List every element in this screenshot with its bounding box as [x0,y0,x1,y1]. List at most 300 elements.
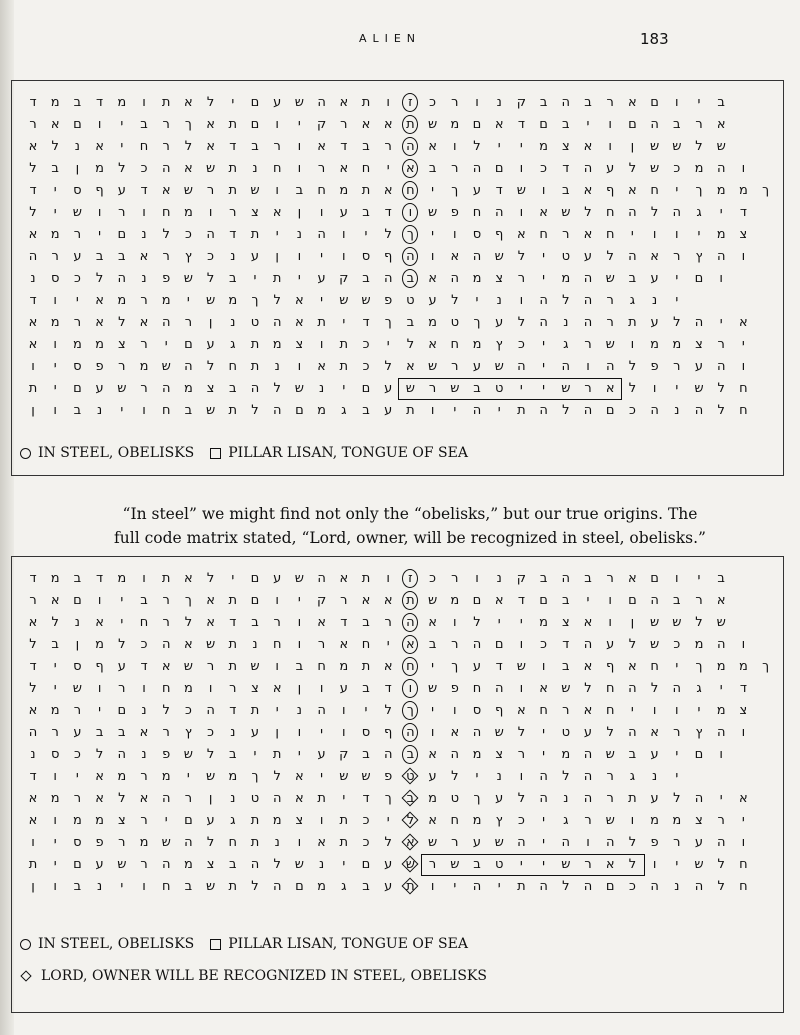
matrix-letter: ך [762,659,770,674]
matrix-letter: כ [184,227,192,242]
matrix-letter: ו [31,359,35,374]
matrix-letter: ל [473,139,481,154]
matrix-letter [710,291,732,311]
matrix-letter: מ [50,315,60,330]
matrix-letter: ב [140,593,148,608]
matrix-letter: ע [339,205,348,220]
matrix-letter: ף [606,183,615,198]
matrix-letter: ש [72,681,82,696]
matrix-letter: א [95,615,104,630]
matrix-letter: ר [451,161,459,176]
matrix-letter: ר [118,681,126,696]
matrix-letter [688,291,710,311]
matrix-letter: מ [183,381,193,396]
matrix-letter: י [120,117,124,132]
matrix-letter: ג [230,813,236,828]
matrix-letter: ל [584,681,592,696]
matrix-letter: ב [73,403,82,418]
matrix-letter: ה [161,315,171,330]
matrix-letter: ן [297,681,302,696]
matrix-letter: י [675,271,679,286]
matrix-letter: ב [562,593,570,608]
matrix-letter: ת [339,359,349,374]
matrix-letter: מ [472,337,482,352]
matrix-letter: ה [161,637,171,652]
matrix-letter: ח [605,227,615,242]
matrix-letter: ד [384,205,392,220]
matrix-letter: ע [206,813,215,828]
matrix-letter: י [542,857,546,872]
matrix-letter [755,225,777,245]
matrix-letter: ת [361,95,371,110]
matrix-letter: ר [273,139,281,154]
matrix-letter: ו [608,593,612,608]
matrix-letter: ו [275,659,279,674]
matrix-letter: נ [496,571,502,586]
matrix-letter: י [542,813,546,828]
matrix-letter: ם [361,381,371,396]
matrix-letter: מ [117,293,127,308]
matrix-letter: כ [673,161,681,176]
matrix-letter: ו [342,725,346,740]
matrix-letter: צ [561,615,570,630]
matrix-letter: ל [717,879,725,894]
matrix-letter: ה [472,249,482,264]
matrix-letter: ר [162,725,170,740]
matrix-letter: י [320,769,324,784]
matrix-letter: ב [406,315,415,330]
matrix-letter: י [253,271,257,286]
matrix-letter: ה [28,725,38,740]
matrix-letter: ה [583,637,593,652]
matrix-letter: ו [142,571,146,586]
page-number: 183 [640,30,669,48]
matrix-letter: ם [605,403,615,418]
matrix-letter: ע [583,249,593,264]
matrix-letter: ע [117,659,126,674]
matrix-letter: ת [399,877,421,897]
matrix-letter: ח [605,205,615,220]
matrix-letter: ש [117,381,127,396]
matrix-letter: י [675,769,679,784]
matrix-letter: ו [297,725,302,740]
matrix-letter: ו [342,703,346,718]
matrix-letter: ף [495,227,504,242]
matrix-letter: ן [31,403,35,418]
matrix-letter: ת [250,337,260,352]
matrix-letter: ל [562,293,570,308]
matrix-letter: ן [208,315,213,330]
matrix-letter: א [428,813,437,828]
matrix-letter [755,789,777,809]
matrix-letter: ן [275,249,279,264]
matrix-letter: מ [95,813,105,828]
matrix-letter: ה [650,593,659,608]
matrix-letter: ה [206,703,215,718]
matrix-letter: א [450,249,460,264]
matrix-letter: ע [95,857,104,872]
matrix-letter: ו [319,813,324,828]
matrix-letter: כ [207,725,215,740]
code-matrix-panel-1 [11,80,784,476]
matrix-letter: מ [228,769,238,784]
matrix-letter: ש [161,835,171,850]
matrix-letter: ה [472,637,482,652]
matrix-letter: ש [605,337,615,352]
matrix-letter: א [184,95,193,110]
matrix-letter: ע [606,637,615,652]
matrix-letter: ד [96,95,104,110]
matrix-letter: כ [362,835,370,850]
matrix-letter: י [542,337,546,352]
matrix-letter: נ [496,293,502,308]
matrix-letter: ו [208,205,213,220]
matrix-letter: ה [472,879,482,894]
matrix-letter: ה [716,725,726,740]
matrix-letter: י [542,725,546,740]
matrix-letter: ז [399,93,421,113]
matrix-letter: י [386,813,390,828]
matrix-letter: מ [317,879,327,894]
matrix-letter: ל [606,725,614,740]
matrix-letter: ש [183,659,193,674]
matrix-letter: ש [516,659,526,674]
matrix-letter: מ [50,571,60,586]
matrix-letter: ר [140,813,148,828]
matrix-letter [755,613,777,633]
matrix-letter: י [697,227,701,242]
matrix-letter: ך [473,791,481,806]
matrix-letter [732,291,754,311]
matrix-letter: י [675,747,679,762]
matrix-letter: ת [161,571,171,586]
matrix-letter: ש [294,571,304,586]
matrix-letter: ח [361,161,371,176]
matrix-letter: ו [297,161,302,176]
matrix-letter: ד [562,161,570,176]
matrix-letter: מ [50,791,60,806]
matrix-letter: ל [650,681,659,696]
matrix-letter: ו [519,769,524,784]
matrix-letter: ו [297,835,302,850]
matrix-letter: ו [741,725,746,740]
matrix-letter: ע [650,791,659,806]
matrix-letter: ה [672,681,682,696]
matrix-letter: ל [562,403,570,418]
matrix-letter: ב [717,95,725,110]
matrix-letter: ת [406,403,415,418]
matrix-letter: ב [118,249,126,264]
matrix-letter: ר [673,725,681,740]
matrix-letter: ר [184,791,193,806]
matrix-letter: ע [273,95,282,110]
matrix-letter: ו [319,337,324,352]
matrix-letter: ו [430,249,435,264]
matrix-letter: ש [649,637,660,652]
matrix-letter: ן [630,139,635,154]
matrix-letter: ה [694,403,704,418]
matrix-letter: ה [561,95,571,110]
matrix-letter: ל [95,747,104,762]
matrix-letter: ד [495,659,503,674]
matrix-letter: ה [561,359,571,374]
matrix-letter: ם [650,571,659,586]
matrix-letter: ס [73,359,82,374]
matrix-letter: ל [473,615,481,630]
matrix-letter: ש [561,205,571,220]
matrix-letter: ר [29,117,37,132]
matrix-letter: ך [384,315,392,330]
matrix-letter [732,93,754,113]
matrix-letter: נ [496,95,502,110]
matrix-letter: ב [399,269,421,289]
matrix-letter: ש [450,381,460,396]
matrix-letter: ע [384,403,393,418]
matrix-letter: י [741,337,745,352]
matrix-letter: א [450,725,460,740]
matrix-letter: א [539,205,548,220]
matrix-letter: ה [583,879,593,894]
matrix-letter: ת [228,879,238,894]
matrix-letter: ל [584,205,592,220]
matrix-letter: ב [362,747,370,762]
matrix-letter: ג [563,337,569,352]
matrix-letter: ע [606,161,615,176]
matrix-letter: י [519,139,523,154]
matrix-letter: ל [650,205,659,220]
matrix-letter: א [517,703,526,718]
matrix-letter: א [139,791,149,806]
matrix-letter: י [342,791,346,806]
caption-line-2: full code matrix stated, “Lord, owner, will be recognized in steel, obelisks.” [114,529,706,547]
matrix-letter: י [475,769,479,784]
matrix-letter: ה [583,293,593,308]
matrix-letter: ר [606,571,614,586]
matrix-letter [755,855,777,875]
matrix-letter: ב [562,659,570,674]
matrix-letter: ה [583,271,593,286]
matrix-letter: מ [339,183,349,198]
matrix-letter: ל [384,359,392,374]
matrix-letter: ל [717,857,725,872]
matrix-letter: ל [162,227,170,242]
matrix-letter: א [605,381,615,396]
matrix-letter: ע [317,271,326,286]
matrix-letter: מ [95,337,105,352]
matrix-letter: נ [141,747,147,762]
matrix-letter: ח [161,403,171,418]
matrix-letter: ש [561,681,571,696]
matrix-letter: ת [361,183,371,198]
pillar-lisan-highlight [398,378,622,400]
matrix-letter: ד [362,791,370,806]
matrix-letter: ת [399,591,421,611]
matrix-letter: ח [650,659,659,674]
matrix-letter: ה [472,403,482,418]
matrix-letter: ר [140,337,148,352]
matrix-letter: ג [629,293,636,308]
matrix-letter: ב [140,117,148,132]
matrix-letter: ה [317,227,326,242]
matrix-letter: א [339,161,349,176]
matrix-letter: ע [472,835,482,850]
matrix-letter: ש [649,161,660,176]
matrix-letter [755,357,777,377]
matrix-letter: ב [428,161,437,176]
matrix-letter: ו [399,679,421,699]
matrix-letter: נ [30,271,36,286]
matrix-letter: ה [272,791,282,806]
matrix-letter: ך [399,701,421,721]
circle-marker-icon [20,939,31,950]
matrix-letter: ש [183,183,193,198]
matrix-letter: א [428,747,437,762]
matrix-letter: א [739,791,748,806]
matrix-letter: ו [430,403,435,418]
matrix-letter: ו [342,227,346,242]
matrix-letter: א [539,681,548,696]
matrix-letter: ר [606,791,614,806]
matrix-letter: ש [250,183,260,198]
matrix-letter: ה [250,381,260,396]
matrix-letter: ת [250,359,260,374]
matrix-letter: ה [583,791,593,806]
matrix-letter: א [428,337,437,352]
matrix-letter: י [120,593,124,608]
matrix-letter: ם [494,637,504,652]
matrix-letter [755,269,777,289]
matrix-letter: ט [450,791,460,806]
matrix-letter: ס [50,271,60,286]
matrix-letter: א [605,857,615,872]
matrix-letter: ו [519,205,524,220]
matrix-letter: ח [472,681,482,696]
matrix-letter: ט [406,293,415,308]
matrix-letter: ר [451,359,459,374]
matrix-letter: ה [539,403,548,418]
matrix-letter: ת [628,791,637,806]
matrix-letter: ג [563,813,569,828]
matrix-letter: י [675,857,679,872]
matrix-letter: ב [362,403,370,418]
matrix-letter: ך [695,183,703,198]
matrix-letter: ר [695,117,703,132]
matrix-letter: ש [427,681,438,696]
matrix-letter [732,613,754,633]
matrix-letter: ש [427,117,438,132]
matrix-letter: ו [297,249,302,264]
matrix-letter: ר [73,315,82,330]
matrix-letter: ש [516,183,526,198]
matrix-letter: ח [739,857,748,872]
legend-2-item-square: PILLAR LISAN, TONGUE OF SEA [228,936,468,952]
matrix-letter: ה [628,725,637,740]
matrix-letter: ה [716,249,726,264]
matrix-letter: א [50,593,60,608]
matrix-letter: ר [51,249,59,264]
matrix-letter: נ [674,879,680,894]
matrix-letter: ו [608,117,612,132]
matrix-letter: א [650,249,659,264]
matrix-letter: ד [517,117,525,132]
matrix-letter: ו [630,337,635,352]
matrix-letter: א [206,593,215,608]
matrix-letter: ש [294,381,304,396]
matrix-letter: ו [142,681,146,696]
matrix-letter: ד [140,659,148,674]
matrix-letter: ך [451,183,459,198]
matrix-letter: י [386,337,390,352]
diamond-marker-icon [20,970,31,981]
matrix-letter: א [28,139,38,154]
matrix-letter: ב [229,271,237,286]
matrix-letter: ל [628,161,637,176]
matrix-letter: צ [739,703,748,718]
matrix-letter: ל [695,139,703,154]
matrix-letter: מ [450,593,460,608]
matrix-letter: ו [719,747,723,762]
matrix-letter: ש [494,249,504,264]
matrix-letter: י [342,315,346,330]
matrix-letter: ד [340,615,348,630]
matrix-letter: ע [384,381,393,396]
matrix-letter: י [164,337,168,352]
matrix-letter: י [542,747,546,762]
matrix-letter: ר [606,95,614,110]
matrix-letter: ד [29,659,37,674]
matrix-letter: צ [206,857,215,872]
matrix-letter: ל [206,271,215,286]
matrix-letter: ר [317,161,326,176]
matrix-letter: ל [206,95,215,110]
matrix-letter: ג [230,337,236,352]
matrix-letter: י [519,857,523,872]
matrix-letter: א [517,227,526,242]
matrix-letter: ר [140,769,148,784]
matrix-letter: ל [184,139,193,154]
matrix-letter [755,701,777,721]
matrix-letter: נ [96,879,103,894]
matrix-letter: מ [472,271,482,286]
matrix-letter: ה [472,725,482,740]
matrix-letter: מ [650,337,660,352]
matrix-letter: צ [206,381,215,396]
matrix-letter: ב [184,879,193,894]
matrix-letter: ם [73,593,82,608]
matrix-letter: ש [294,95,304,110]
matrix-letter: ר [451,95,459,110]
legend-1-item-square: PILLAR LISAN, TONGUE OF SEA [228,445,468,461]
matrix-letter: י [675,293,679,308]
matrix-letter: י [586,593,590,608]
matrix-letter: ל [273,381,281,396]
matrix-letter: א [628,183,637,198]
matrix-letter: נ [674,403,680,418]
matrix-letter: ע [495,315,504,330]
matrix-letter: מ [738,659,748,674]
matrix-letter: ה [716,835,726,850]
matrix-letter: י [719,315,723,330]
matrix-letter: י [675,183,679,198]
matrix-letter: ו [297,615,302,630]
matrix-letter: א [28,813,38,828]
matrix-letter: ו [430,879,435,894]
matrix-letter: י [364,227,368,242]
matrix-letter: ר [118,359,126,374]
matrix-letter: נ [252,637,258,652]
matrix-letter [755,401,777,421]
matrix-letter: ש [605,747,615,762]
